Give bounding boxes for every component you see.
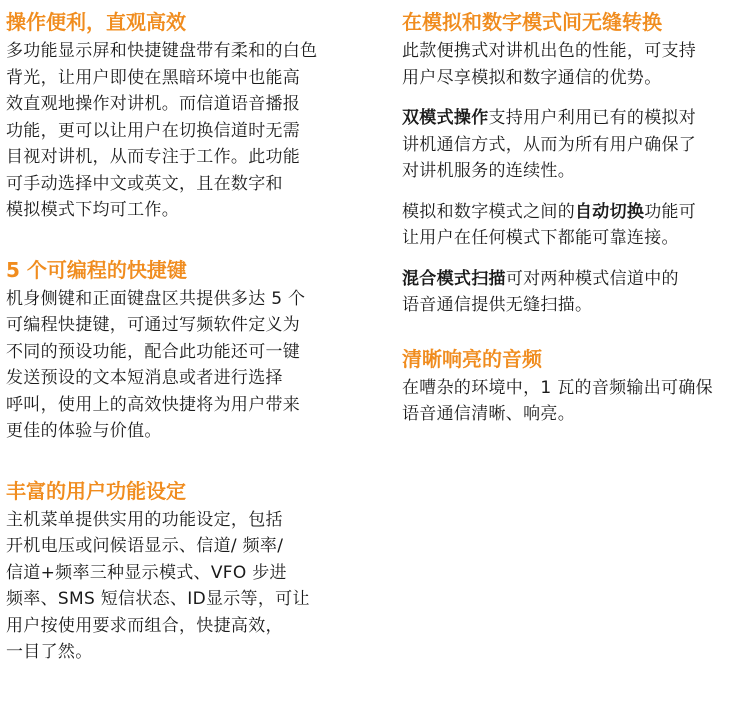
right-column — [402, 0, 748, 428]
text-line: 此款便携式对讲机出色的性能，可支持 — [402, 41, 697, 61]
heading-seamless-mode-switch: 在模拟和数字模式间无缝转换 — [402, 10, 662, 34]
text-line: 用户尽享模拟和数字通信的优势。 — [402, 67, 662, 88]
text-line: 开机电压或问候语显示、信道/ 频率/ — [6, 536, 284, 556]
text-line: 语音通信提供无缝扫描。 — [402, 295, 593, 315]
paragraph-programmable-keys — [6, 286, 356, 445]
paragraph-auto-switch — [402, 199, 748, 252]
text-line: 目视对讲机，从而专注于工作。此功能 — [6, 147, 301, 167]
paragraph-dual-mode — [402, 105, 748, 185]
text-fragment: 可对两种模式信道中的 — [505, 268, 679, 289]
paragraph-user-functions — [6, 507, 356, 666]
text-line: 多功能显示屏和快捷键盘带有柔和的白色 — [6, 41, 318, 61]
heading-user-functions: 丰富的用户功能设定 — [6, 478, 186, 503]
text-fragment: 功能可 — [644, 201, 697, 222]
text-line: 对讲机服务的连续性。 — [402, 161, 575, 181]
text-line: 可编程快捷键，可通过写频软件定义为 — [6, 315, 301, 335]
auto-switch-term: 自动切换 — [575, 201, 645, 222]
heading-clear-audio: 清晰响亮的音频 — [402, 346, 542, 371]
text-line: 用户按使用要求而组合，快捷高效， — [6, 615, 283, 636]
text-line: 可手动选择中文或英文，且在数字和 — [6, 173, 283, 194]
text-fragment: 支持用户利用已有的模拟对 — [488, 108, 697, 128]
mixed-scan-term: 混合模式扫描 — [402, 268, 506, 289]
text-line: 功能，更可以让用户在切换信道时无需 — [6, 120, 301, 141]
text-line: 模拟模式下均可工作。 — [6, 200, 179, 220]
bottom-crop-mask — [0, 693, 750, 719]
left-column — [6, 0, 356, 666]
text-line: 一目了然。 — [6, 642, 93, 662]
text-line — [402, 105, 748, 132]
text-fragment: 模拟和数字模式之间的 — [402, 201, 575, 222]
text-line: 主机菜单提供实用的功能设定，包括 — [6, 509, 283, 530]
text-line: 发送预设的文本短消息或者进行选择 — [6, 368, 283, 388]
text-line: 不同的预设功能，配合此功能还可一键 — [6, 341, 301, 362]
text-line: 信道+频率三种显示模式、VFO 步进 — [6, 562, 287, 583]
text-line — [402, 266, 748, 293]
paragraph-easy-operation — [6, 38, 356, 224]
paragraph-clear-audio — [402, 375, 748, 428]
text-line: 更佳的体验与价值。 — [6, 421, 162, 441]
text-line: 语音通信清晰、响亮。 — [402, 404, 575, 424]
text-line: 频率、SMS 短信状态、ID显示等，可让 — [6, 589, 310, 609]
text-line: 效直观地操作对讲机。而信道语音播报 — [6, 94, 301, 114]
paragraph-mode-intro — [402, 38, 748, 91]
text-line — [402, 199, 748, 226]
text-line: 在嘈杂的环境中，1 瓦的音频输出可确保 — [402, 377, 713, 398]
heading-programmable-keys: 5 个可编程的快捷键 — [6, 257, 187, 282]
text-line: 讲机通信方式，从而为所有用户确保了 — [402, 134, 697, 155]
text-line: 呼叫，使用上的高效快捷将为用户带来 — [6, 394, 301, 415]
paragraph-mixed-scan — [402, 266, 748, 319]
text-line: 背光，让用户即使在黑暗环境中也能高 — [6, 67, 301, 88]
text-line: 机身侧键和正面键盘区共提供多达 5 个 — [6, 288, 306, 309]
heading-easy-operation: 操作便利，直观高效 — [6, 10, 186, 34]
text-line: 让用户在任何模式下都能可靠连接。 — [402, 228, 679, 248]
dual-mode-term: 双模式操作 — [402, 108, 489, 128]
